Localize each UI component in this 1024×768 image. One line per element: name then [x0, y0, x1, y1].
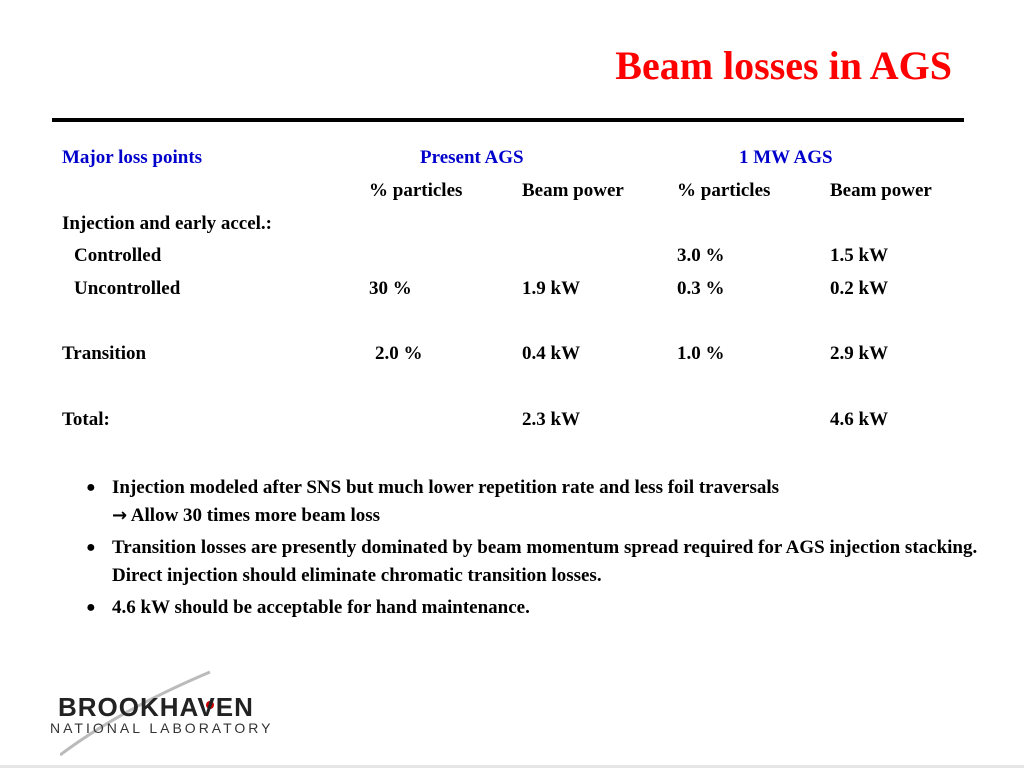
bullet-dot-icon: ● — [86, 479, 96, 496]
bullet-item — [84, 474, 984, 530]
bullet-text: Injection modeled after SNS but much lower repetition rate and less foil traversals — [112, 477, 780, 498]
title-divider — [52, 118, 964, 122]
bullet-dot-icon: ● — [86, 539, 96, 556]
logo-subtitle: NATIONAL LABORATORY — [50, 720, 274, 736]
row-label-injection: Injection and early accel.: — [62, 213, 273, 234]
brookhaven-logo — [50, 670, 280, 760]
transition-mw-power: 2.9 kW — [830, 343, 889, 364]
row-label-uncontrolled: Uncontrolled — [74, 278, 181, 299]
uncontrolled-present-particles: 30 % — [369, 278, 412, 299]
subheader-mw-particles: % particles — [677, 180, 771, 201]
row-label-transition: Transition — [62, 343, 147, 364]
total-present-power: 2.3 kW — [522, 409, 581, 430]
bullet-text: Transition losses are presently dominated by beam momentum spread required for AGS injection stacking. Direct injection should eliminate chromatic transition losses. — [112, 537, 978, 586]
bullet-subline — [112, 502, 984, 530]
uncontrolled-mw-power: 0.2 kW — [830, 278, 889, 299]
subheader-present-particles: % particles — [369, 180, 463, 201]
bullet-item — [84, 534, 984, 590]
uncontrolled-present-power: 1.9 kW — [522, 278, 581, 299]
subheader-mw-power: Beam power — [830, 180, 932, 201]
subheader-present-power: Beam power — [522, 180, 624, 201]
bullet-list — [84, 474, 984, 626]
header-1mw-ags: 1 MW AGS — [739, 147, 833, 168]
controlled-mw-particles: 3.0 % — [677, 245, 725, 266]
transition-present-power: 0.4 kW — [522, 343, 581, 364]
bullet-text: 4.6 kW should be acceptable for hand maintenance. — [112, 597, 530, 618]
logo-name: BROOKHAVEN — [58, 692, 254, 722]
transition-mw-particles: 1.0 % — [677, 343, 725, 364]
controlled-mw-power: 1.5 kW — [830, 245, 889, 266]
bullet-dot-icon: ● — [86, 599, 96, 616]
bullet-subtext: Allow 30 times more beam loss — [130, 505, 381, 526]
right-arrow-icon: → — [112, 505, 128, 526]
bullet-item — [84, 594, 984, 622]
transition-present-particles: 2.0 % — [375, 343, 423, 364]
total-mw-power: 4.6 kW — [830, 409, 889, 430]
slide-title: Beam losses in AGS — [615, 43, 952, 88]
uncontrolled-mw-particles: 0.3 % — [677, 278, 725, 299]
header-present-ags: Present AGS — [420, 147, 524, 168]
row-label-controlled: Controlled — [74, 245, 162, 266]
row-label-total: Total: — [62, 409, 110, 430]
header-major-loss-points: Major loss points — [62, 147, 203, 168]
